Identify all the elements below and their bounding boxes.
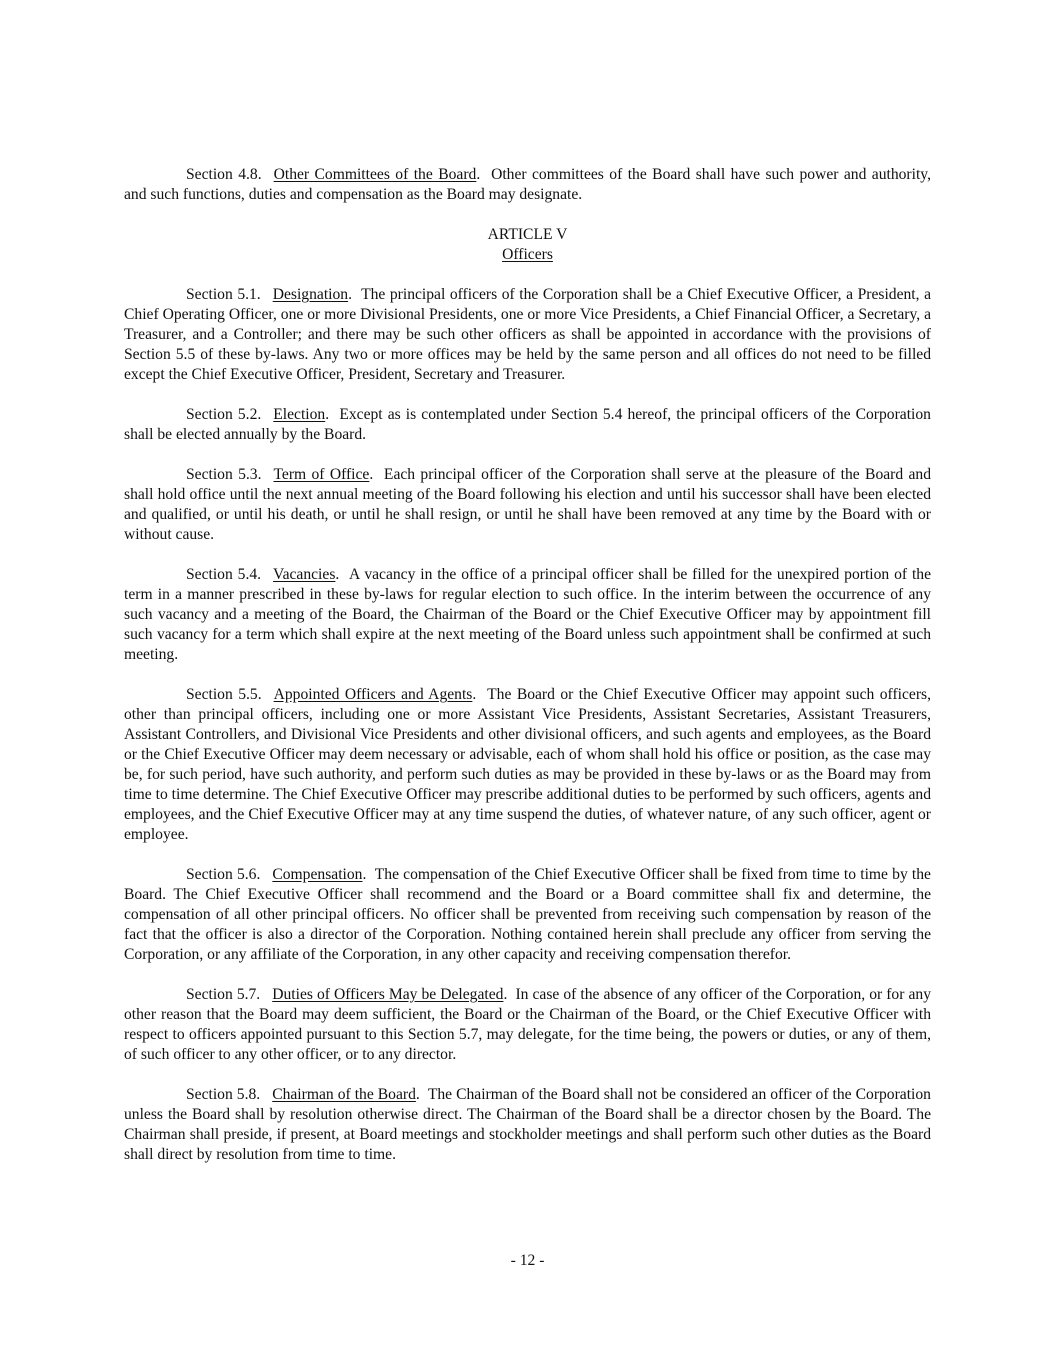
document-page [124, 165, 931, 1185]
section-body: The Board or the Chief Executive Officer may appoint such officers, other than principal officers, including one or more Assistant Vice Presidents, Assistant Secretaries, Assistant Treasurers, Assistant Controllers, and Divisional Vice Presidents and other divisional officers, and such agents and employees, as the Board or the Chief Executive Officer may deem necessary or advisable, each of whom shall hold his office or position, as the case may be, for such period, have such authority, and perform such duties as may be provided in these by-laws or as the Board may from time to time determine. The Chief Executive Officer may prescribe additional duties to be performed by such officers, agents and employees, and the Chief Executive Officer may at any time suspend the duties, of whatever nature, of any such officer, agent or employee. [124, 686, 931, 843]
section-5-3: Section 5.3. Term of Office. Each principal officer of the Corporation shall serve at the pleasure of the Board and shall hold office until the next annual meeting of the Board following his election and until his successor shall have been elected and qualified, or until his death, or until he shall resign, or until he shall have been removed at any time by the Board with or without cause. [124, 466, 931, 543]
section-body: In case of the absence of any officer of the Corporation, or for any other reason that the Board may deem sufficient, the Board or the Chairman of the Board, or the Chief Executive Officer with respect to officers appointed pursuant to this Section 5.7, may delegate, for the time being, the powers or duties, or any of them, of such officer to any other officer, or to any director. [124, 986, 931, 1063]
section-number: Section 5.7. [186, 986, 261, 1003]
section-body: The principal officers of the Corporation shall be a Chief Executive Officer, a President, a Chief Operating Officer, one or more Divisional Presidents, one or more Vice Presidents, a Chief Financial Officer, a Secretary, a Treasurer, and a Controller; and there may be such other officers as shall be appointed in accordance with the provisions of Section 5.5 of these by-laws. Any two or more offices may be held by the same person and all offices do not need to be filled except the Chief Executive Officer, President, Secretary and Treasurer. [124, 286, 931, 383]
section-5-8: Section 5.8. Chairman of the Board. The Chairman of the Board shall not be considered an officer of the Corporation unless the Board shall by resolution otherwise direct. The Chairman of the Board shall be a director chosen by the Board. The Chairman shall preside, if present, at Board meetings and stockholder meetings and shall perform such other duties as the Board shall direct by resolution from time to time. [124, 1086, 931, 1163]
section-title: Compensation [272, 866, 363, 883]
section-title: Term of Office [273, 466, 370, 483]
section-5-4: Section 5.4. Vacancies. A vacancy in the office of a principal officer shall be filled for the unexpired portion of the term in a manner prescribed in these by-laws for regular election to such office. In the interim between the occurrence of any such vacancy and a meeting of the Board, the Chairman of the Board or the Chief Executive Officer may by appointment fill such vacancy for a term which shall expire at the next meeting of the Board unless such appointment shall be confirmed at such meeting. [124, 566, 931, 663]
section-number: Section 5.1. [186, 286, 261, 303]
section-body: Each principal officer of the Corporation shall serve at the pleasure of the Board and shall hold office until the next annual meeting of the Board following his election and until his successor shall have been elected and qualified, or until his death, or until he shall resign, or until he shall have been removed at any time by the Board with or without cause. [124, 466, 931, 543]
section-number: Section 5.2. [186, 406, 262, 423]
section-number: Section 5.6. [186, 866, 261, 883]
section-5-5: Section 5.5. Appointed Officers and Agents. The Board or the Chief Executive Officer may appoint such officers, other than principal officers, including one or more Assistant Vice Presidents, Assistant Secretaries, Assistant Treasurers, Assistant Controllers, and Divisional Vice Presidents and other divisional officers, and such agents and employees, as the Board or the Chief Executive Officer may deem necessary or advisable, each of whom shall hold his office or position, as the case may be, for such period, have such authority, and perform such duties as may be provided in these by-laws or as the Board may from time to time determine. The Chief Executive Officer may prescribe additional duties to be performed by such officers, agents and employees, and the Chief Executive Officer may at any time suspend the duties, of whatever nature, of any such officer, agent or employee. [124, 686, 931, 843]
section-5-6: Section 5.6. Compensation. The compensation of the Chief Executive Officer shall be fixed from time to time by the Board. The Chief Executive Officer shall recommend and the Board or a Board committee shall fix and determine, the compensation of all other principal officers. No officer shall be prevented from receiving such compensation by reason of the fact that the officer is also a director of the Corporation. Nothing contained herein shall preclude any officer from serving the Corporation, or any affiliate of the Corporation, in any other capacity and receiving compensation therefor. [124, 866, 931, 963]
section-number: Section 5.8. [186, 1086, 261, 1103]
section-number: Section 4.8. [186, 166, 262, 183]
article-heading [124, 225, 931, 265]
section-title: Designation [272, 286, 349, 303]
page-number: - 12 - [510, 1252, 545, 1269]
section-body: The compensation of the Chief Executive Officer shall be fixed from time to time by the Board. The Chief Executive Officer shall recommend and the Board or a Board committee shall fix and determine, the compensation of all other principal officers. No officer shall be prevented from receiving such compensation by reason of the fact that the officer is also a director of the Corporation. Nothing contained herein shall preclude any officer from serving the Corporation, or any affiliate of the Corporation, in any other capacity and receiving compensation therefor. [124, 866, 931, 963]
section-body: The Chairman of the Board shall not be considered an officer of the Corporation unless the Board shall by resolution otherwise direct. The Chairman of the Board shall be a director chosen by the Board. The Chairman shall preside, if present, at Board meetings and stockholder meetings and shall perform such other duties as the Board shall direct by resolution from time to time. [124, 1086, 931, 1163]
section-body: A vacancy in the office of a principal officer shall be filled for the unexpired portion of the term in a manner prescribed in these by-laws for regular election to such office. In the interim between the occurrence of any such vacancy and a meeting of the Board, the Chairman of the Board or the Chief Executive Officer may by appointment fill such vacancy for a term which shall expire at the next meeting of the Board unless such appointment shall be confirmed at such meeting. [124, 566, 931, 663]
section-title: Other Committees of the Board [273, 166, 477, 183]
section-body: Other committees of the Board shall have such power and authority, and such functions, duties and compensation as the Board may designate. [124, 166, 931, 203]
section-number: Section 5.5. [186, 686, 262, 703]
article-title: Officers [502, 246, 553, 263]
section-5-1: Section 5.1. Designation. The principal officers of the Corporation shall be a Chief Executive Officer, a President, a Chief Operating Officer, one or more Divisional Presidents, one or more Vice Presidents, a Chief Financial Officer, a Secretary, a Treasurer, and a Controller; and there may be such other officers as shall be appointed in accordance with the provisions of Section 5.5 of these by-laws. Any two or more offices may be held by the same person and all offices do not need to be filled except the Chief Executive Officer, President, Secretary and Treasurer. [124, 286, 931, 383]
section-5-7: Section 5.7. Duties of Officers May be Delegated. In case of the absence of any officer of the Corporation, or for any other reason that the Board may deem sufficient, the Board or the Chairman of the Board, or the Chief Executive Officer with respect to officers appointed pursuant to this Section 5.7, may delegate, for the time being, the powers or duties, or any of them, of such officer to any other officer, or to any director. [124, 986, 931, 1063]
section-title: Vacancies [273, 566, 336, 583]
section-number: Section 5.3. [186, 466, 262, 483]
section-4-8: Section 4.8. Other Committees of the Board. Other committees of the Board shall have such power and authority, and such functions, duties and compensation as the Board may designate. [124, 166, 931, 203]
section-title: Appointed Officers and Agents [273, 686, 473, 703]
section-body: Except as is contemplated under Section 5.4 hereof, the principal officers of the Corporation shall be elected annually by the Board. [124, 406, 931, 443]
section-5-2: Section 5.2. Election. Except as is contemplated under Section 5.4 hereof, the principal officers of the Corporation shall be elected annually by the Board. [124, 406, 931, 443]
article-label: ARTICLE V [487, 226, 568, 243]
section-title: Election [273, 406, 326, 423]
section-title: Duties of Officers May be Delegated [272, 986, 504, 1003]
section-title: Chairman of the Board [272, 1086, 416, 1103]
section-number: Section 5.4. [186, 566, 262, 583]
